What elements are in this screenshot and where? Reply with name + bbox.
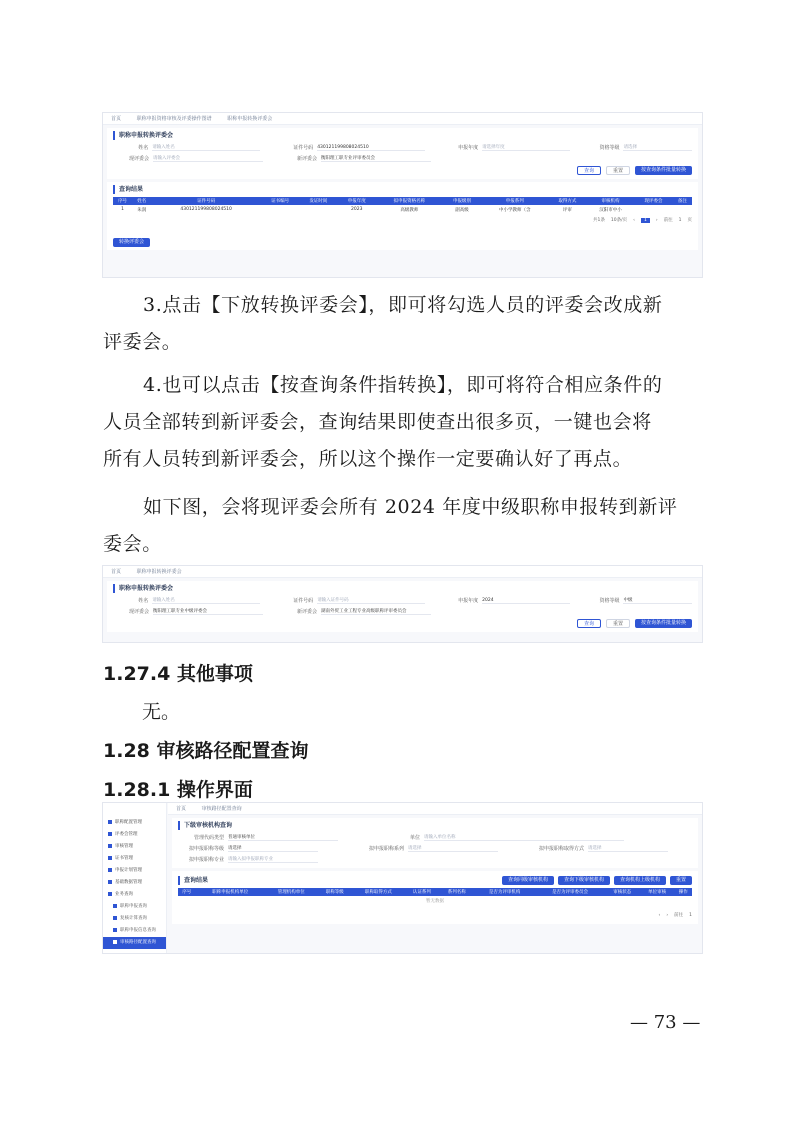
crumb-2[interactable]: 审核路径配置查询 — [201, 806, 242, 812]
new-committee-label: 新评委会 — [296, 609, 317, 615]
query-button[interactable]: 查询 — [577, 166, 601, 175]
page-number: — 73 — — [630, 1012, 701, 1033]
f6-input[interactable]: 请输入拟申报职称专业 — [228, 856, 318, 863]
id-label: 证件号码 — [293, 145, 314, 151]
col-header: 拟申报资格名称 — [376, 197, 443, 205]
f6-label: 拟申报职称专业 — [188, 857, 224, 863]
empty-text: 暂无数据 — [426, 898, 444, 904]
heading-1-28-1: 1.28.1 操作界面 — [103, 779, 253, 801]
sidebar-item-label: 职称申报查询 — [120, 904, 147, 909]
level-select[interactable]: 请选择 — [623, 144, 692, 151]
col-header: 证件号码 — [151, 197, 261, 205]
new-committee-label: 新评委会 — [296, 156, 317, 162]
menu-icon — [113, 916, 117, 920]
sidebar-item-label: 审核管理 — [115, 844, 133, 849]
table-cell — [634, 205, 672, 214]
new-committee-select[interactable]: 衡阳理工职专业评审委员会 — [321, 155, 431, 162]
year-label: 申报年度 — [458, 598, 479, 604]
f5-select[interactable]: 请选择 — [588, 845, 668, 852]
f3-label: 拟申报职称等级 — [188, 846, 224, 852]
cur-committee-label: 现评委会 — [128, 156, 149, 162]
f4-select[interactable]: 请选择 — [408, 845, 498, 852]
name-label: 姓名 — [138, 145, 149, 151]
page-unit: 页 — [687, 218, 692, 223]
goto-input[interactable]: 1 — [689, 912, 692, 918]
name-label: 姓名 — [138, 598, 149, 604]
lower-level-button[interactable]: 查询下级审核机构 — [558, 876, 610, 885]
para3-line2: 委会。 — [103, 533, 162, 555]
name-input[interactable]: 请输入姓名 — [152, 144, 260, 151]
new-committee-select[interactable]: 湖南外贸工业工程专业高级职称评审委员会 — [321, 608, 431, 615]
batch-convert-button[interactable]: 按查询条件批量转换 — [635, 166, 692, 175]
sidebar-item[interactable] — [103, 865, 166, 877]
table-cell: 汉阳市中小 — [599, 207, 622, 213]
cur-committee-input[interactable]: 请输入评委会 — [153, 155, 263, 162]
col-header: 是否为评审委员会 — [535, 888, 605, 896]
upper-level-button[interactable]: 查询机构上级机构 — [614, 876, 666, 885]
col-header: 取得方式 — [548, 197, 586, 205]
goto-label: 前往 — [674, 913, 684, 918]
pagination — [113, 214, 692, 226]
breadcrumb — [168, 803, 702, 815]
crumb-home[interactable]: 首页 — [176, 806, 187, 812]
cur-committee-select[interactable]: 衡阳理工职专业中级评委会 — [153, 608, 263, 615]
result-title: 查询结果 — [113, 185, 692, 194]
id-input[interactable]: 请输入证件号码 — [317, 597, 425, 604]
col-header: 职称申报机构单位 — [195, 888, 265, 896]
para2-line3: 所有人员转到新评委会，所以这个操作一定要确认好了再点。 — [103, 448, 633, 470]
paragraph-3 — [103, 287, 699, 361]
menu-icon — [108, 832, 112, 836]
table-cell: 高级教师 — [400, 207, 419, 213]
sidebar-item[interactable] — [103, 925, 166, 937]
result-table — [113, 197, 692, 214]
goto-input[interactable]: 1 — [678, 217, 682, 223]
menu-icon — [108, 844, 112, 848]
crumb-home[interactable]: 首页 — [111, 569, 122, 575]
col-header: 操作 — [675, 888, 692, 896]
next-icon[interactable]: › — [666, 912, 669, 918]
col-header: 审核状态 — [605, 888, 640, 896]
prev-icon[interactable]: ‹ — [633, 217, 635, 223]
col-header: 证书编号 — [261, 197, 299, 205]
year-select[interactable]: 请选择年度 — [482, 144, 570, 151]
query-button[interactable]: 查询 — [577, 619, 601, 628]
col-header: 序号 — [178, 888, 195, 896]
table-cell: 副高级 — [455, 207, 469, 213]
table-cell: 430121199808024510 — [180, 207, 232, 212]
f4-label: 拟申报职称系列 — [368, 846, 404, 852]
year-select[interactable]: 2024 — [482, 597, 570, 604]
sidebar-item-label: 基础数据管理 — [115, 880, 142, 885]
result-panel — [172, 871, 698, 924]
col-header: 申报年度 — [338, 197, 376, 205]
search-panel — [107, 581, 698, 632]
next-icon[interactable]: › — [655, 217, 658, 223]
heading-1-27-4: 1.27.4 其他事项 — [103, 663, 253, 685]
name-input[interactable]: 请输入姓名 — [152, 597, 260, 604]
result-table — [178, 888, 692, 905]
table-cell: 朱润 — [137, 207, 147, 213]
result-panel — [107, 182, 698, 250]
screenshot-convert-by-query — [102, 565, 703, 643]
para2-line2: 人员全部转到新评委会，查询结果即使查出很多页，一键也会将 — [103, 411, 652, 433]
sidebar-item-label: 审核路径配置查询 — [120, 940, 156, 945]
col-header: 管理机构单位 — [265, 888, 317, 896]
none-text: 无。 — [142, 701, 181, 723]
table-cell — [261, 205, 299, 214]
level-select[interactable]: 中级 — [623, 597, 692, 604]
year-label: 申报年度 — [458, 145, 479, 151]
table-row[interactable] — [113, 205, 692, 214]
screenshot-convert-committee — [102, 112, 703, 278]
level-label: 资格等级 — [599, 598, 620, 604]
section-title: 职称申报转换评委会 — [113, 131, 692, 140]
section-title: 下级审核机构查询 — [178, 821, 692, 830]
sidebar — [103, 803, 167, 953]
sidebar-item[interactable] — [103, 829, 166, 841]
table-cell: 2023 — [351, 207, 363, 212]
sidebar-item[interactable] — [103, 937, 166, 949]
table-cell — [299, 205, 337, 214]
screenshot-audit-path — [102, 802, 703, 954]
page-size-select[interactable]: 10条/页 — [610, 218, 628, 223]
id-input[interactable]: 430121199808024510 — [317, 144, 425, 151]
col-header: 认证系列 — [404, 888, 439, 896]
result-title: 查询结果 — [178, 876, 208, 885]
page-1[interactable]: 1 — [641, 218, 650, 223]
menu-icon — [113, 928, 117, 932]
sidebar-item[interactable] — [103, 877, 166, 889]
paragraph-4 — [103, 367, 699, 478]
col-header: 备注 — [673, 197, 692, 205]
col-header: 职称等级 — [317, 888, 352, 896]
convert-committee-button[interactable]: 转换评委会 — [113, 238, 150, 247]
reset-button[interactable]: 重置 — [606, 619, 630, 628]
sidebar-item-label: 职称配置管理 — [115, 820, 142, 825]
sidebar-item[interactable] — [103, 841, 166, 853]
heading-1-28: 1.28 审核路径配置查询 — [103, 740, 309, 762]
col-header: 发证时间 — [299, 197, 337, 205]
menu-icon — [108, 868, 112, 872]
reset-button[interactable]: 重置 — [670, 876, 692, 885]
sidebar-item[interactable] — [103, 901, 166, 913]
table-cell: 评审 — [562, 207, 572, 213]
table-cell: 1 — [121, 207, 124, 212]
crumb-2[interactable]: 职称申报资格审核及评委操作图谱 — [136, 116, 212, 122]
crumb-2[interactable]: 职称申报转换评委会 — [136, 569, 182, 575]
f2-label: 单位 — [409, 835, 420, 841]
sidebar-item[interactable] — [103, 817, 166, 829]
breadcrumb — [103, 113, 702, 125]
id-label: 证件号码 — [293, 598, 314, 604]
col-header: 序号 — [113, 197, 132, 205]
para3-line1: 如下图，会将现评委会所有 2024 年度中级职称申报转到新评 — [143, 496, 678, 518]
para2-line1: 4.也可以点击【按查询条件指转换】，即可将符合相应条件的 — [143, 374, 663, 396]
section-title: 职称申报转换评委会 — [113, 584, 692, 593]
prev-icon[interactable]: ‹ — [658, 912, 661, 918]
cur-committee-label: 现评委会 — [128, 609, 149, 615]
para1-line1: 3.点击【下放转换评委会】，即可将勾选人员的评委会改成新 — [143, 294, 663, 316]
table-cell: 中小学教师（含 — [498, 207, 531, 213]
col-header: 系列名称 — [439, 888, 474, 896]
menu-icon — [108, 820, 112, 824]
level-label: 资格等级 — [599, 145, 620, 151]
menu-icon — [108, 892, 112, 896]
col-header: 申报系列 — [481, 197, 548, 205]
menu-icon — [113, 940, 117, 944]
f1-label: 管理代码类型 — [193, 835, 224, 841]
goto-label: 前往 — [663, 218, 673, 223]
col-header: 是否为评审机构 — [474, 888, 535, 896]
f1-select[interactable]: 普通审核单位 — [228, 834, 338, 841]
sidebar-item-label: 业务查询 — [115, 892, 133, 897]
sidebar-item-label: 复核计算查询 — [120, 916, 147, 921]
f2-input[interactable]: 请输入单位名称 — [424, 834, 624, 841]
sidebar-item[interactable] — [103, 853, 166, 865]
total-count: 共1条 — [593, 218, 605, 223]
reset-button[interactable]: 重置 — [606, 166, 630, 175]
sidebar-item-label: 证书管理 — [115, 856, 133, 861]
col-header: 审核机构 — [587, 197, 635, 205]
col-header: 现评委会 — [634, 197, 672, 205]
sidebar-item-label: 职称申报信息查询 — [120, 928, 156, 933]
sidebar-item-label: 评委会管理 — [115, 832, 138, 837]
sidebar-item[interactable] — [103, 913, 166, 925]
table-cell — [673, 205, 692, 214]
menu-icon — [108, 880, 112, 884]
para1-line2: 评委会。 — [103, 331, 182, 353]
menu-icon — [108, 856, 112, 860]
batch-convert-button[interactable]: 按查询条件批量转换 — [635, 619, 692, 628]
pagination — [178, 909, 692, 921]
search-panel — [107, 128, 698, 179]
breadcrumb — [103, 566, 702, 578]
f3-select[interactable]: 请选择 — [228, 845, 318, 852]
same-level-button[interactable]: 查询同级审核机构 — [502, 876, 554, 885]
paragraph-5 — [103, 489, 699, 563]
sidebar-item[interactable] — [103, 889, 166, 901]
col-header: 职称取得方式 — [352, 888, 404, 896]
menu-icon — [113, 904, 117, 908]
col-header: 单位审核 — [640, 888, 675, 896]
col-header: 姓名 — [132, 197, 151, 205]
f5-label: 拟申报职称取得方式 — [538, 846, 584, 852]
search-panel — [172, 818, 698, 868]
crumb-home[interactable]: 首页 — [111, 116, 122, 122]
sidebar-item-label: 申报计划管理 — [115, 868, 142, 873]
col-header: 申报级别 — [443, 197, 481, 205]
crumb-3[interactable]: 职称申报转换评委会 — [227, 116, 273, 122]
